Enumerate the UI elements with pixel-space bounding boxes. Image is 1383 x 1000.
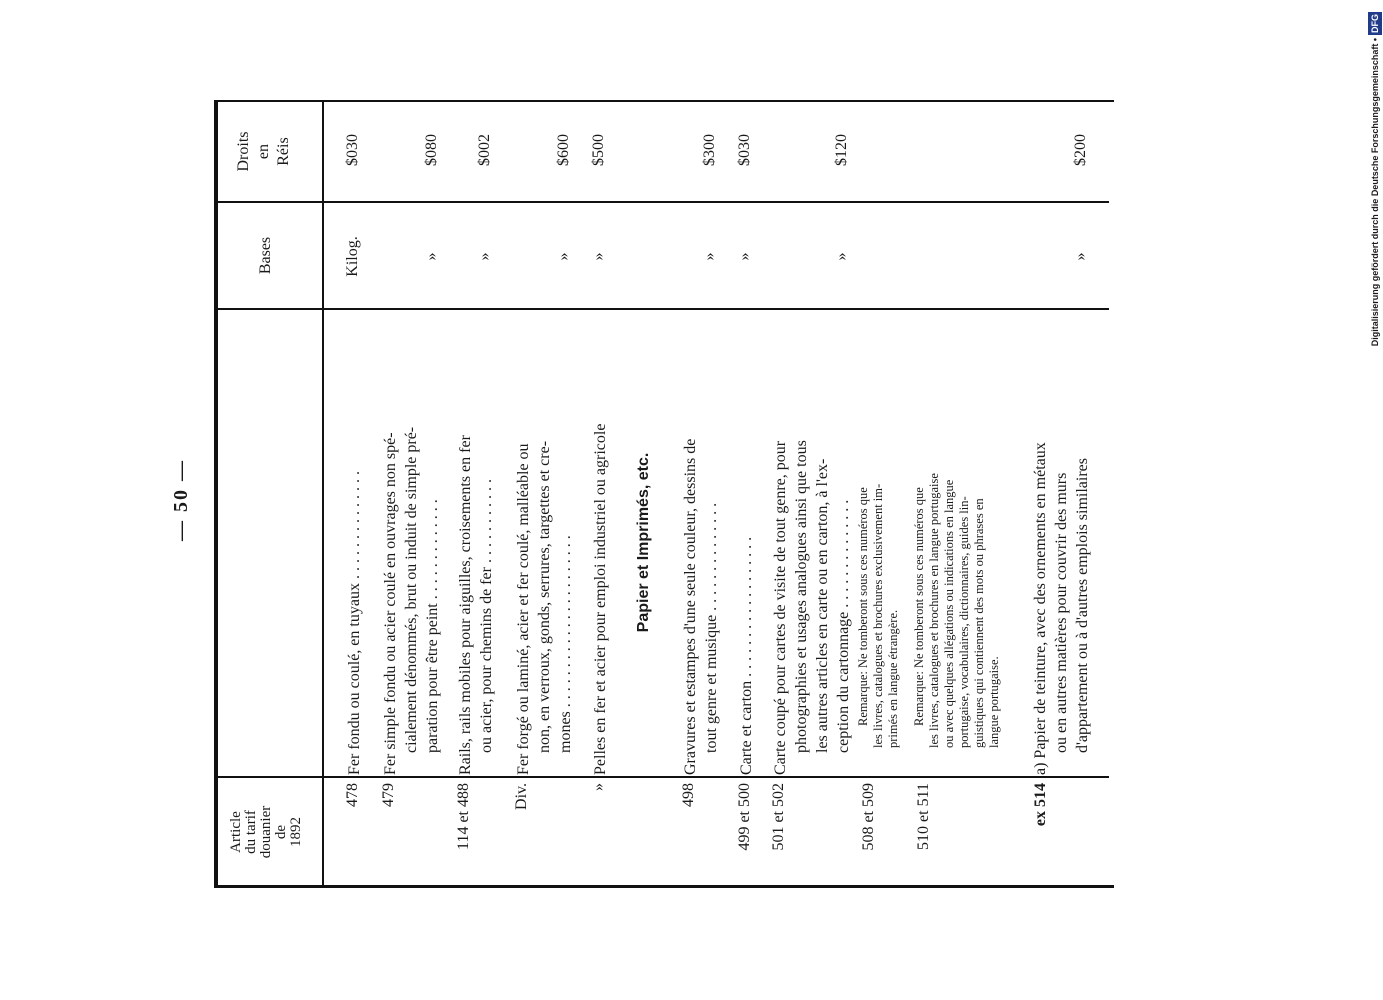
row-article: 508 et 509 [860,783,877,851]
row-duty: $300 [701,134,718,166]
row-base: » [476,252,493,261]
row-description: Carte et carton . . . . . . . . . . . . . . . . . . [738,536,755,775]
row-article: 510 et 511 [915,783,932,850]
row-article: 498 [680,783,697,807]
row-duty: $030 [344,134,361,166]
section-title: Papier et Imprimés, etc. [635,452,652,633]
table-top-border [214,100,218,888]
row-article: 479 [380,783,397,807]
row-description: Rails, rails mobiles pour aiguilles, croisements en fer ou acier, pour chemins de fer . . . . . . . . . . . [457,435,495,775]
row-base: » [555,252,572,261]
row-description: a) Papier de teinture, avec des ornements en métaux ou en autres matières pour couvrir des murs d'appartement ou à d'autres emplois similaires [1032,442,1091,775]
row-base: » [1072,252,1089,261]
header-bases: Bases [257,236,274,275]
row-duty: $080 [423,134,440,166]
row-article: » [590,783,607,791]
row-description: Fer fondu ou coulé, en tuyaux . . . . . . . . . . . . . . [346,471,363,775]
row-description: Fer simple fondu ou acier coulé en ouvrages non spé- cialement dénommés, brut ou induit de simple pré- paration pour être peint . . . . . . . . . . . . . [382,426,441,775]
row-article: 478 [344,783,361,807]
column-divider-1 [214,776,1109,778]
row-duty: $030 [736,134,753,166]
digitization-note [1368,12,1382,392]
header-article: Article du tarif douanier de 1892 [228,805,304,859]
row-description: Fer forgé ou laminé, acier et fer coulé, malléable ou non, en verroux, gonds, serrures, targettes et cre- mones . . . . . . . . . . . . . . . . . . . . . . [515,440,574,775]
row-base: » [423,252,440,261]
header-bottom-border [322,100,324,888]
digitization-note-text: Digitalisierung gefördert durch die Deutsche Forschungsgemeinschaft • [1370,38,1380,347]
table-left-border [214,885,1114,888]
dfg-logo: DFG [1370,14,1380,33]
row-base: » [736,252,753,261]
header-droits: Droits en Réis [235,131,292,172]
page-number: — 50 — [170,459,192,541]
row-base: Kilog. [344,236,361,277]
remark-block: Remarque: Ne tomberont sous ces numéros que les livres, catalogues et brochures exclusivement im- primés en langue étrangère. [856,483,900,748]
row-article: 501 et 502 [770,783,787,851]
row-base: » [701,252,718,261]
row-article: Div. [513,783,530,810]
row-article: 499 et 500 [736,783,753,851]
row-description: Gravures et estampes d'une seule couleur, dessins de tout genre et musique . . . . . . . . . . . . . . [682,438,720,775]
row-duty: $120 [833,134,850,166]
row-description: Pelles en fer et acier pour emploi industriel ou agricole [592,423,609,775]
row-base: » [833,252,850,261]
row-duty: $002 [476,134,493,166]
row-description: Carte coupé pour cartes de visite de tout genre, pour photographies et usages analogues ainsi que tous les autres articles en carte ou en carton, à l'ex- ception du cartonnage . . . . . . . . . . . . . . [772,440,852,775]
row-article: ex 514 [1032,783,1049,827]
row-article: 114 et 488 [455,783,472,850]
row-duty: $500 [590,134,607,166]
row-duty: $200 [1072,134,1089,166]
row-base: » [590,252,607,261]
row-duty: $600 [555,134,572,166]
remark-block: Remarque: Ne tomberont sous ces numéros que les livres, catalogues et brochures en langue portugaise ou avec quelques allégations ou indications en langue portugaise, vocabulaires, dictionnaires, guides lin- guistiques qui contiennent des mots ou phrases en langue portugaise. [912,473,1001,748]
